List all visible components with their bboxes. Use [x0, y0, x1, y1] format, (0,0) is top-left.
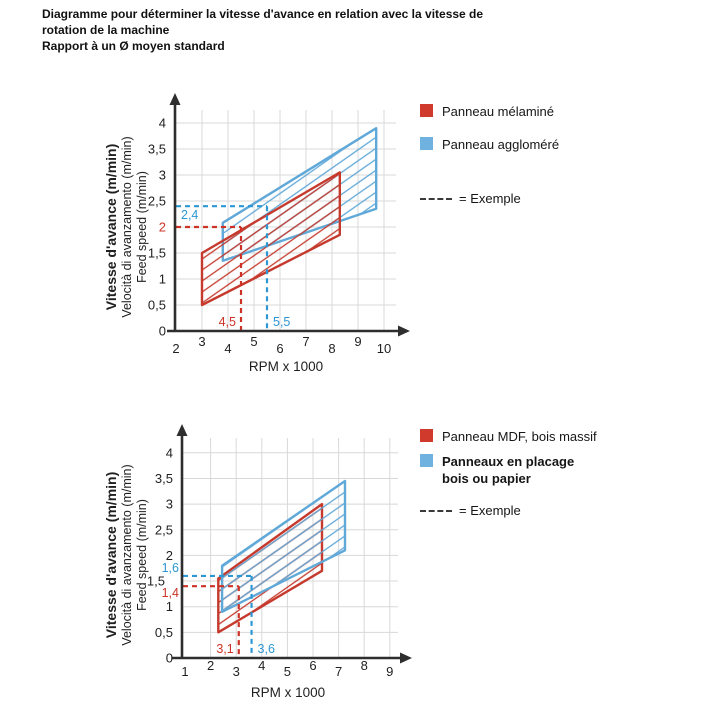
x-axis-title: RPM x 1000: [248, 359, 324, 374]
y-tick-label: 0: [165, 650, 173, 666]
x-tick-label: 2: [206, 658, 215, 673]
y-axis-title-line-2: Velocità di avanzamento (m/min): [120, 136, 134, 318]
title-line-1: Diagramme pour déterminer la vitesse d'avance en relation avec la vitesse de: [42, 7, 484, 21]
x-tick-label: 7: [302, 334, 310, 349]
legend-item: [420, 190, 521, 207]
example-y-label: 2,4: [181, 208, 199, 223]
y-tick-label: 4: [165, 445, 173, 461]
y-tick-label: 1: [165, 599, 173, 615]
legend-label: [459, 502, 521, 519]
y-tick-label: 2: [165, 547, 173, 563]
y-axis-title-line-1: Vitesse d'avance (m/min): [103, 471, 119, 639]
color-swatch-icon: [420, 454, 433, 467]
x-tick-label: 8: [360, 658, 368, 673]
x-tick-label: 5: [283, 664, 292, 679]
x-tick-label: 1: [181, 664, 189, 679]
x-tick-label: 4: [258, 658, 266, 673]
x-tick-label: 6: [276, 341, 284, 356]
legend-label-line: = Exemple: [459, 191, 521, 206]
y-tick-label: 2: [158, 219, 166, 235]
example-y-label: 1,4: [161, 586, 179, 601]
y-tick-label: 2,5: [147, 193, 166, 209]
y-axis-arrow-icon: [170, 93, 181, 105]
y-tick-label: 0,5: [147, 297, 166, 313]
example-x-label: 3,6: [257, 642, 275, 656]
chart-2: [88, 418, 418, 723]
legend-label: [442, 103, 554, 120]
y-axis-title-line-3: Feed speed (m/min): [135, 171, 149, 283]
title-line-3: Rapport à un Ø moyen standard: [42, 39, 225, 53]
x-tick-label: 4: [224, 341, 232, 356]
dashed-line-swatch-icon: [420, 510, 452, 512]
legend-label: [459, 190, 521, 207]
x-tick-label: 8: [328, 341, 336, 356]
x-tick-label: 6: [309, 658, 317, 673]
y-axis-title-line-1: Vitesse d'avance (m/min): [103, 143, 119, 311]
x-axis-arrow-icon: [398, 326, 410, 337]
x-tick-label: 3: [232, 664, 240, 679]
x-tick-label: 5: [250, 334, 258, 349]
legend-item: [420, 428, 597, 445]
x-tick-label: 9: [386, 664, 394, 679]
legend-label: [442, 453, 574, 487]
color-swatch-icon: [420, 104, 433, 117]
legend-item: [420, 103, 554, 120]
y-tick-label: 0: [158, 323, 166, 339]
legend-label-line: bois ou papier: [442, 471, 531, 486]
y-axis-title-line-3: Feed speed (m/min): [135, 499, 149, 611]
example-x-label: 3,1: [216, 642, 234, 656]
legend-label-line: Panneaux en placage: [442, 454, 575, 469]
example-x-label: 5,5: [273, 315, 291, 329]
x-axis-title: RPM x 1000: [250, 685, 326, 700]
y-tick-label: 1,5: [147, 245, 166, 261]
legend-label: [442, 136, 559, 153]
legend-label-line: Panneau mélaminé: [442, 104, 555, 119]
y-tick-label: 0,5: [154, 624, 173, 640]
x-tick-label: 9: [354, 334, 362, 349]
example-y-label: 1,6: [161, 560, 179, 575]
y-tick-label: 3: [158, 167, 166, 183]
title-line-2: rotation de la machine: [42, 23, 170, 37]
y-tick-label: 3: [165, 496, 173, 512]
x-tick-label: 2: [172, 341, 180, 356]
y-axis-arrow-icon: [177, 424, 188, 436]
color-swatch-icon: [420, 429, 433, 442]
y-tick-label: 3,5: [154, 470, 173, 486]
y-axis-title-line-2: Velocità di avanzamento (m/min): [120, 464, 134, 646]
y-tick-label: 1: [158, 271, 166, 287]
y-tick-label: 4: [158, 115, 166, 131]
document-title: [42, 6, 483, 54]
legend-label-line: Panneau MDF, bois massif: [442, 429, 597, 444]
example-x-label: 4,5: [218, 315, 236, 329]
legend-item: [420, 136, 559, 153]
y-tick-label: 2,5: [154, 522, 173, 538]
legend-label-line: Panneau aggloméré: [442, 137, 560, 152]
color-swatch-icon: [420, 137, 433, 150]
legend-item: [420, 502, 521, 519]
y-tick-label: 3,5: [147, 141, 166, 157]
legend-label-line: = Exemple: [459, 503, 521, 518]
legend-item: [420, 453, 574, 487]
chart-1: [88, 85, 418, 390]
dashed-line-swatch-icon: [420, 198, 452, 200]
x-axis-arrow-icon: [400, 653, 412, 664]
x-tick-label: 10: [376, 341, 392, 356]
y-tick-label: 1,5: [146, 573, 165, 589]
x-tick-label: 3: [198, 334, 206, 349]
legend-label: [442, 428, 597, 445]
x-tick-label: 7: [334, 664, 343, 679]
